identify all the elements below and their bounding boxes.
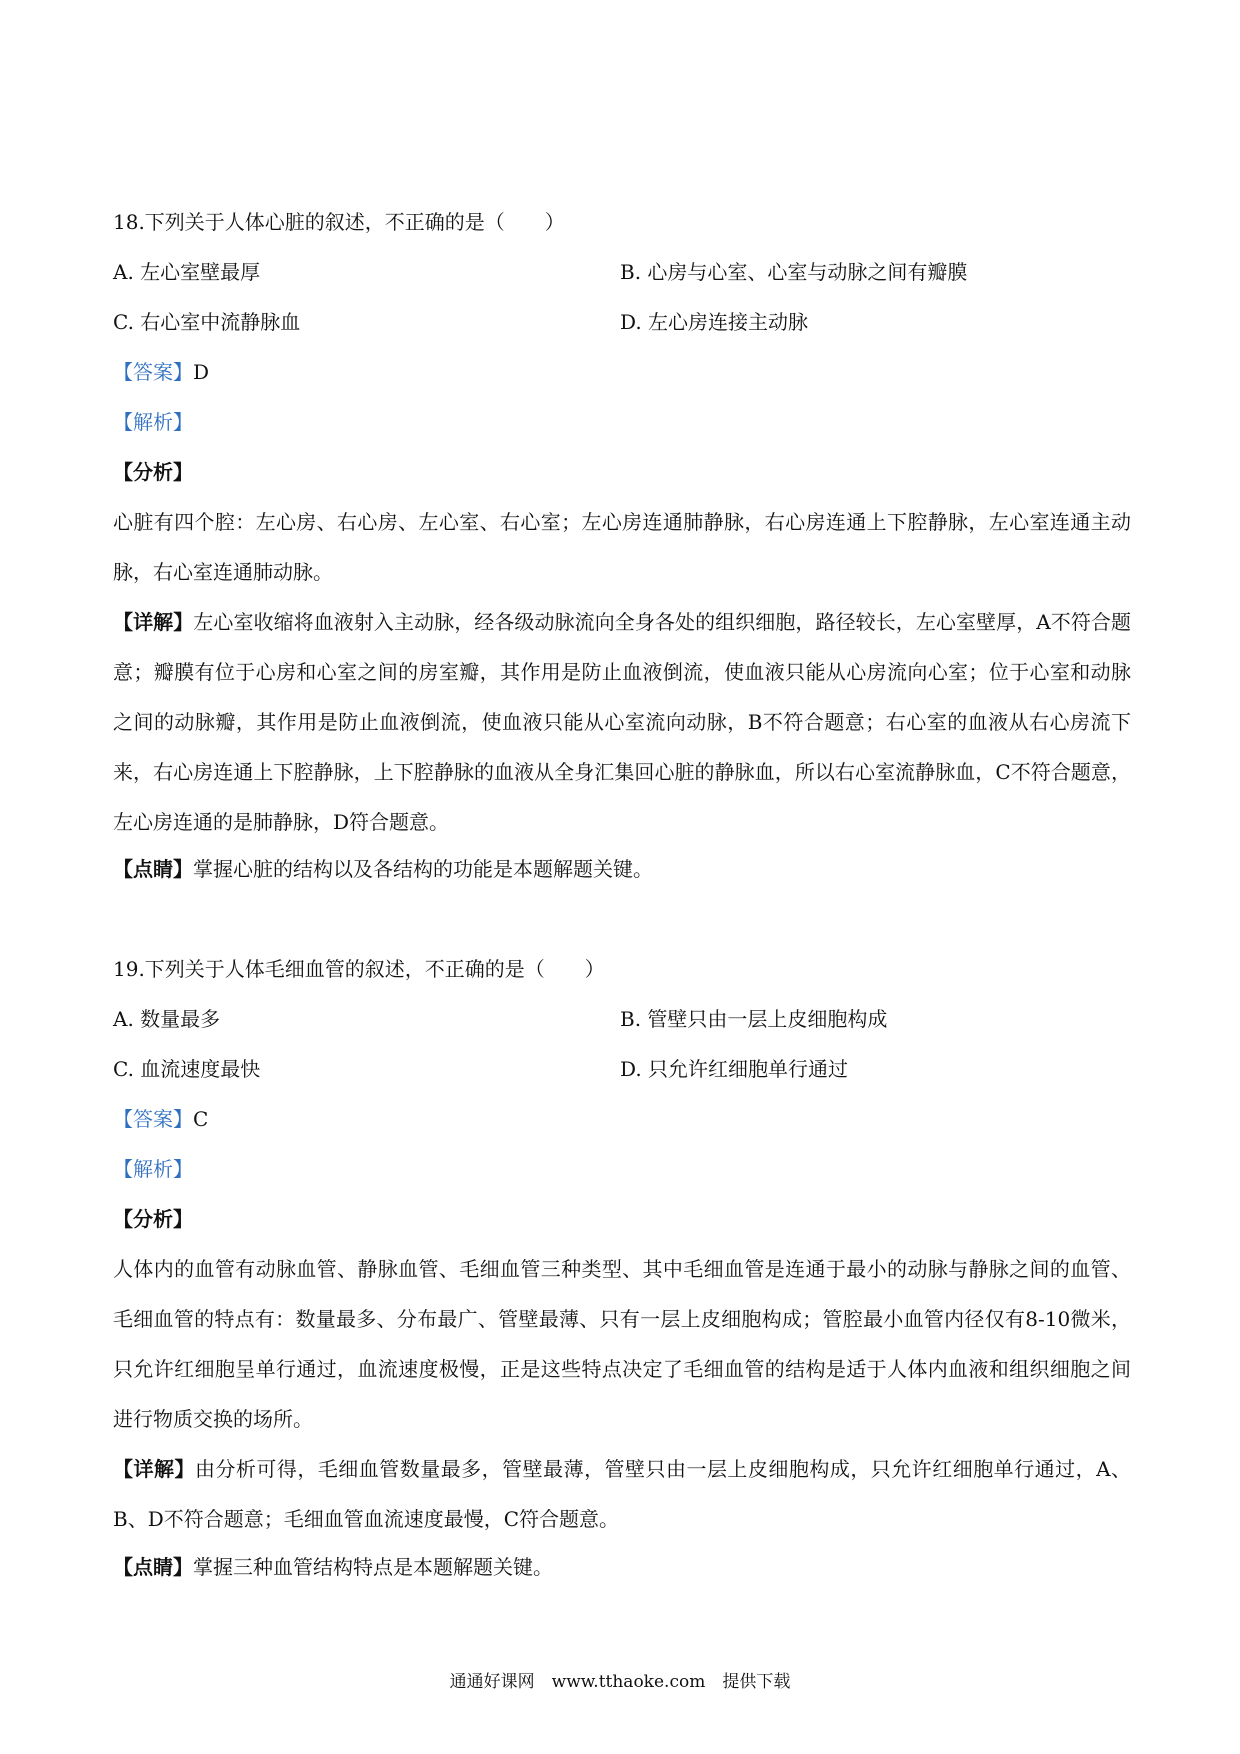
page-footer: 通通好课网 www.tthaoke.com 提供下载	[449, 1672, 791, 1692]
q19-fenxi-text: 人体内的血管有动脉血管、静脉血管、毛细血管三种类型、其中毛细血管是连通于最小的动脉与静脉之间的血管、毛细血管的特点有：数量最多、分布最广、管壁最薄、只有一层上皮细胞构成；管腔最小血管内径仅有8-10微米，只允许红细胞呈单行通过，血流速度极慢，正是这些特点决定了毛细血管的结构是适于人体内血液和组织细胞之间进行物质交换的场所。	[113, 1257, 1131, 1431]
q18-point-label: 【点睛】	[113, 857, 193, 881]
q19-answer-value: C	[193, 1107, 209, 1131]
q18-fenxi-text: 心脏有四个腔：左心房、右心房、左心室、右心室；左心房连通肺静脉，右心房连通上下腔静脉，左心室连通主动脉，右心室连通肺动脉。	[113, 510, 1131, 584]
q18-option-a: A. 左心室壁最厚	[113, 260, 261, 284]
q19-detail-text: 由分析可得，毛细血管数量最多，管壁最薄，管壁只由一层上皮细胞构成，只允许红细胞单行通过，A、B、D不符合题意；毛细血管血流速度最慢，C符合题意。	[113, 1457, 1132, 1531]
q18-detail-text: 左心室收缩将血液射入主动脉，经各级动脉流向全身各处的组织细胞，路径较长，左心室壁厚，A不符合题意；瓣膜有位于心房和心室之间的房室瓣，其作用是防止血液倒流，使血液只能从心房流向心室；位于心室和动脉之间的动脉瓣，其作用是防止血液倒流，使血液只能从心室流向动脉，B不符合题意；右心室的血液从右心房流下来，右心房连通上下腔静脉，上下腔静脉的血液从全身汇集回心脏的静脉血，所以右心室流静脉血，C不符合题意，左心房连通的是肺静脉，D符合题意。	[113, 610, 1132, 834]
q18-answer	[113, 358, 209, 386]
q18-option-d: D. 左心房连接主动脉	[620, 310, 809, 334]
q18-fenxi-label: 【分析】	[113, 460, 193, 484]
q18-point	[113, 855, 653, 883]
q19-detail-label: 【详解】	[113, 1457, 195, 1481]
q18-option-b: B. 心房与心室、心室与动脉之间有瓣膜	[620, 260, 968, 284]
q18-point-text: 掌握心脏的结构以及各结构的功能是本题解题关键。	[193, 857, 653, 881]
q19-point-text: 掌握三种血管结构特点是本题解题关键。	[193, 1555, 553, 1579]
q19-answer	[113, 1105, 208, 1133]
q19-answer-label: 【答案】	[113, 1107, 193, 1131]
q19-point	[113, 1553, 553, 1581]
q19-detail	[113, 1444, 1131, 1544]
q19-option-b: B. 管壁只由一层上皮细胞构成	[620, 1007, 888, 1031]
q18-option-c: C. 右心室中流静脉血	[113, 310, 301, 334]
q18-stem: 18.下列关于人体心脏的叙述，不正确的是（ ）	[113, 210, 565, 234]
q18-answer-label: 【答案】	[113, 360, 193, 384]
q19-option-c: C. 血流速度最快	[113, 1057, 261, 1081]
q19-stem: 19.下列关于人体毛细血管的叙述，不正确的是（ ）	[113, 957, 605, 981]
q19-fenxi-label: 【分析】	[113, 1207, 193, 1231]
q18-answer-value: D	[193, 360, 210, 384]
q18-analysis-label: 【解析】	[113, 410, 193, 434]
q19-option-d: D. 只允许红细胞单行通过	[620, 1057, 849, 1081]
q18-detail-label: 【详解】	[113, 610, 194, 634]
q19-analysis-label: 【解析】	[113, 1157, 193, 1181]
q18-detail	[113, 597, 1131, 847]
q19-point-label: 【点睛】	[113, 1555, 193, 1579]
q19-option-a: A. 数量最多	[113, 1007, 221, 1031]
